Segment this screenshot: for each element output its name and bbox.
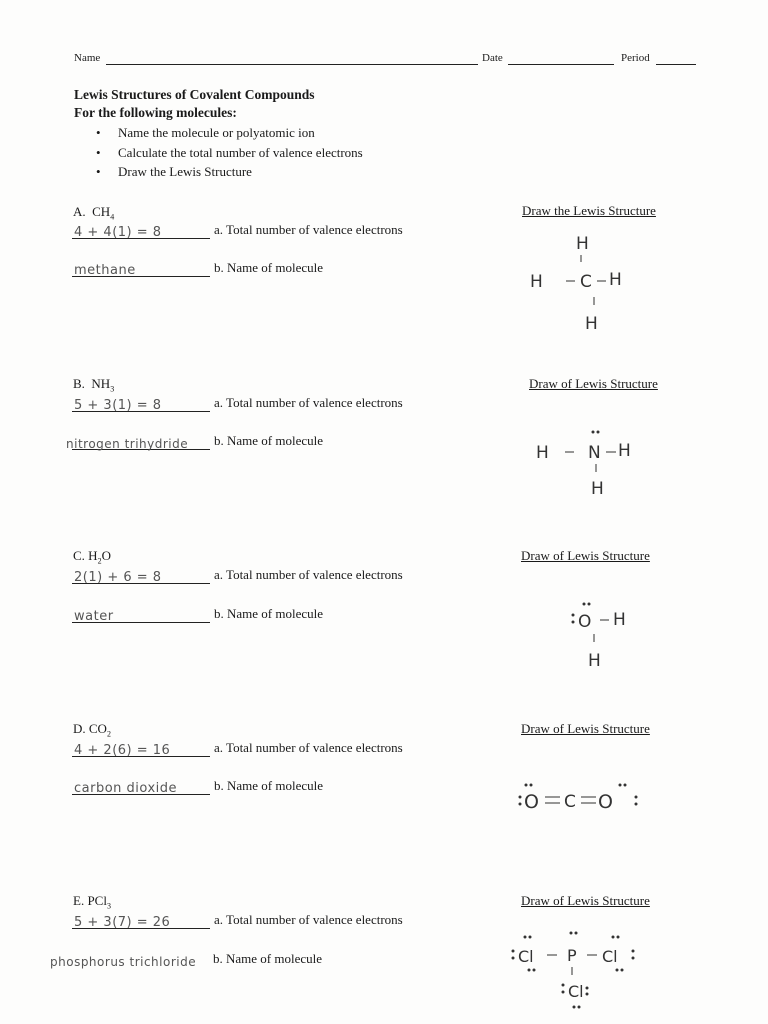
svg-text:Cl: Cl [518,947,534,966]
name-label: Name [74,52,101,64]
valence-label: a. Total number of valence electrons [214,395,403,410]
name-answer: water [74,609,114,624]
valence-label: a. Total number of valence electrons [214,222,403,237]
svg-text:H: H [618,441,631,461]
molecule-d-heading: D. $CO_2$ [73,721,111,739]
molecule-a-heading: A. $CH_4$ [73,204,115,222]
valence-answer: 4 + 4(1) = 8 [74,225,162,240]
name-label: b. Name of molecule [213,951,323,966]
name-answer-blank[interactable] [66,431,210,451]
draw-lewis-heading: Draw of Lewis Structure [521,548,650,563]
svg-text:H: H [591,479,604,499]
ch4-lewis-structure [520,225,680,340]
molecule-c-heading: C. $H_2O$ [73,548,111,566]
valence-answer: 4 + 2(6) = 16 [74,743,171,758]
name-answer: carbon dioxide [74,781,178,796]
draw-lewis-heading: Draw of Lewis Structure [529,376,658,391]
period-label: Period [621,52,650,64]
svg-text:H: H [613,610,626,630]
draw-lewis-heading: Draw of Lewis Structure [521,893,650,908]
valence-label: a. Total number of valence electrons [214,567,403,582]
name-answer: methane [74,263,136,278]
pcl3-lewis-structure [505,925,655,1015]
instruction-item: • Calculate the total number of valence electrons [96,145,363,160]
worksheet-subtitle: For the following molecules: [74,105,237,120]
svg-text:O: O [598,791,613,813]
worksheet-title: Lewis Structures of Covalent Compounds [74,87,315,102]
name-answer-blank[interactable] [72,258,210,277]
name-answer: nitrogen trihydride [66,437,189,451]
valence-answer: 5 + 3(7) = 26 [74,915,171,930]
svg-text:O: O [524,791,539,813]
date-field[interactable] [508,64,614,65]
name-answer-blank[interactable] [48,949,210,967]
svg-text:H: H [536,443,549,463]
svg-text:H: H [530,272,543,292]
valence-answer-blank[interactable] [72,393,210,412]
name-answer-blank[interactable] [72,604,210,623]
valence-label: a. Total number of valence electrons [214,912,403,927]
valence-answer: 5 + 3(1) = 8 [74,398,162,413]
molecule-b-heading: B. $NH_3$ [73,376,115,394]
name-label: b. Name of molecule [214,778,324,793]
instruction-item: • Name the molecule or polyatomic ion [96,125,315,140]
name-field[interactable] [106,64,478,65]
date-label: Date [482,52,503,64]
svg-text:C: C [564,792,576,812]
nh3-lewis-structure [520,420,680,505]
valence-answer-blank[interactable] [72,565,210,584]
svg-text:C: C [580,272,592,292]
name-label: b. Name of molecule [214,606,324,621]
draw-lewis-heading: Draw the Lewis Structure [522,203,656,218]
valence-answer-blank[interactable] [72,910,210,929]
valence-answer-blank[interactable] [72,738,210,757]
h2o-lewis-structure [540,595,670,675]
instruction-item: • Draw the Lewis Structure [96,164,252,179]
svg-text:O: O [578,612,592,632]
molecule-e-heading: E. PCl$_3$ [73,893,111,911]
draw-lewis-heading: Draw of Lewis Structure [521,721,650,736]
svg-text:P: P [567,946,577,965]
svg-text:H: H [588,651,601,671]
svg-text:Cl: Cl [602,947,618,966]
valence-answer-blank[interactable] [72,220,210,239]
valence-answer: 2(1) + 6 = 8 [74,570,162,585]
name-answer-blank[interactable] [72,776,210,795]
name-label: b. Name of molecule [214,260,324,275]
name-answer: phosphorus trichloride [50,955,197,969]
svg-text:H: H [609,270,622,290]
svg-text:H: H [576,234,589,254]
co2-lewis-structure [510,775,650,820]
period-field[interactable] [656,64,696,65]
valence-label: a. Total number of valence electrons [214,740,403,755]
svg-text:Cl: Cl [568,982,584,1001]
name-label: b. Name of molecule [214,433,324,448]
svg-text:H: H [585,314,598,334]
svg-text:N: N [588,443,601,463]
